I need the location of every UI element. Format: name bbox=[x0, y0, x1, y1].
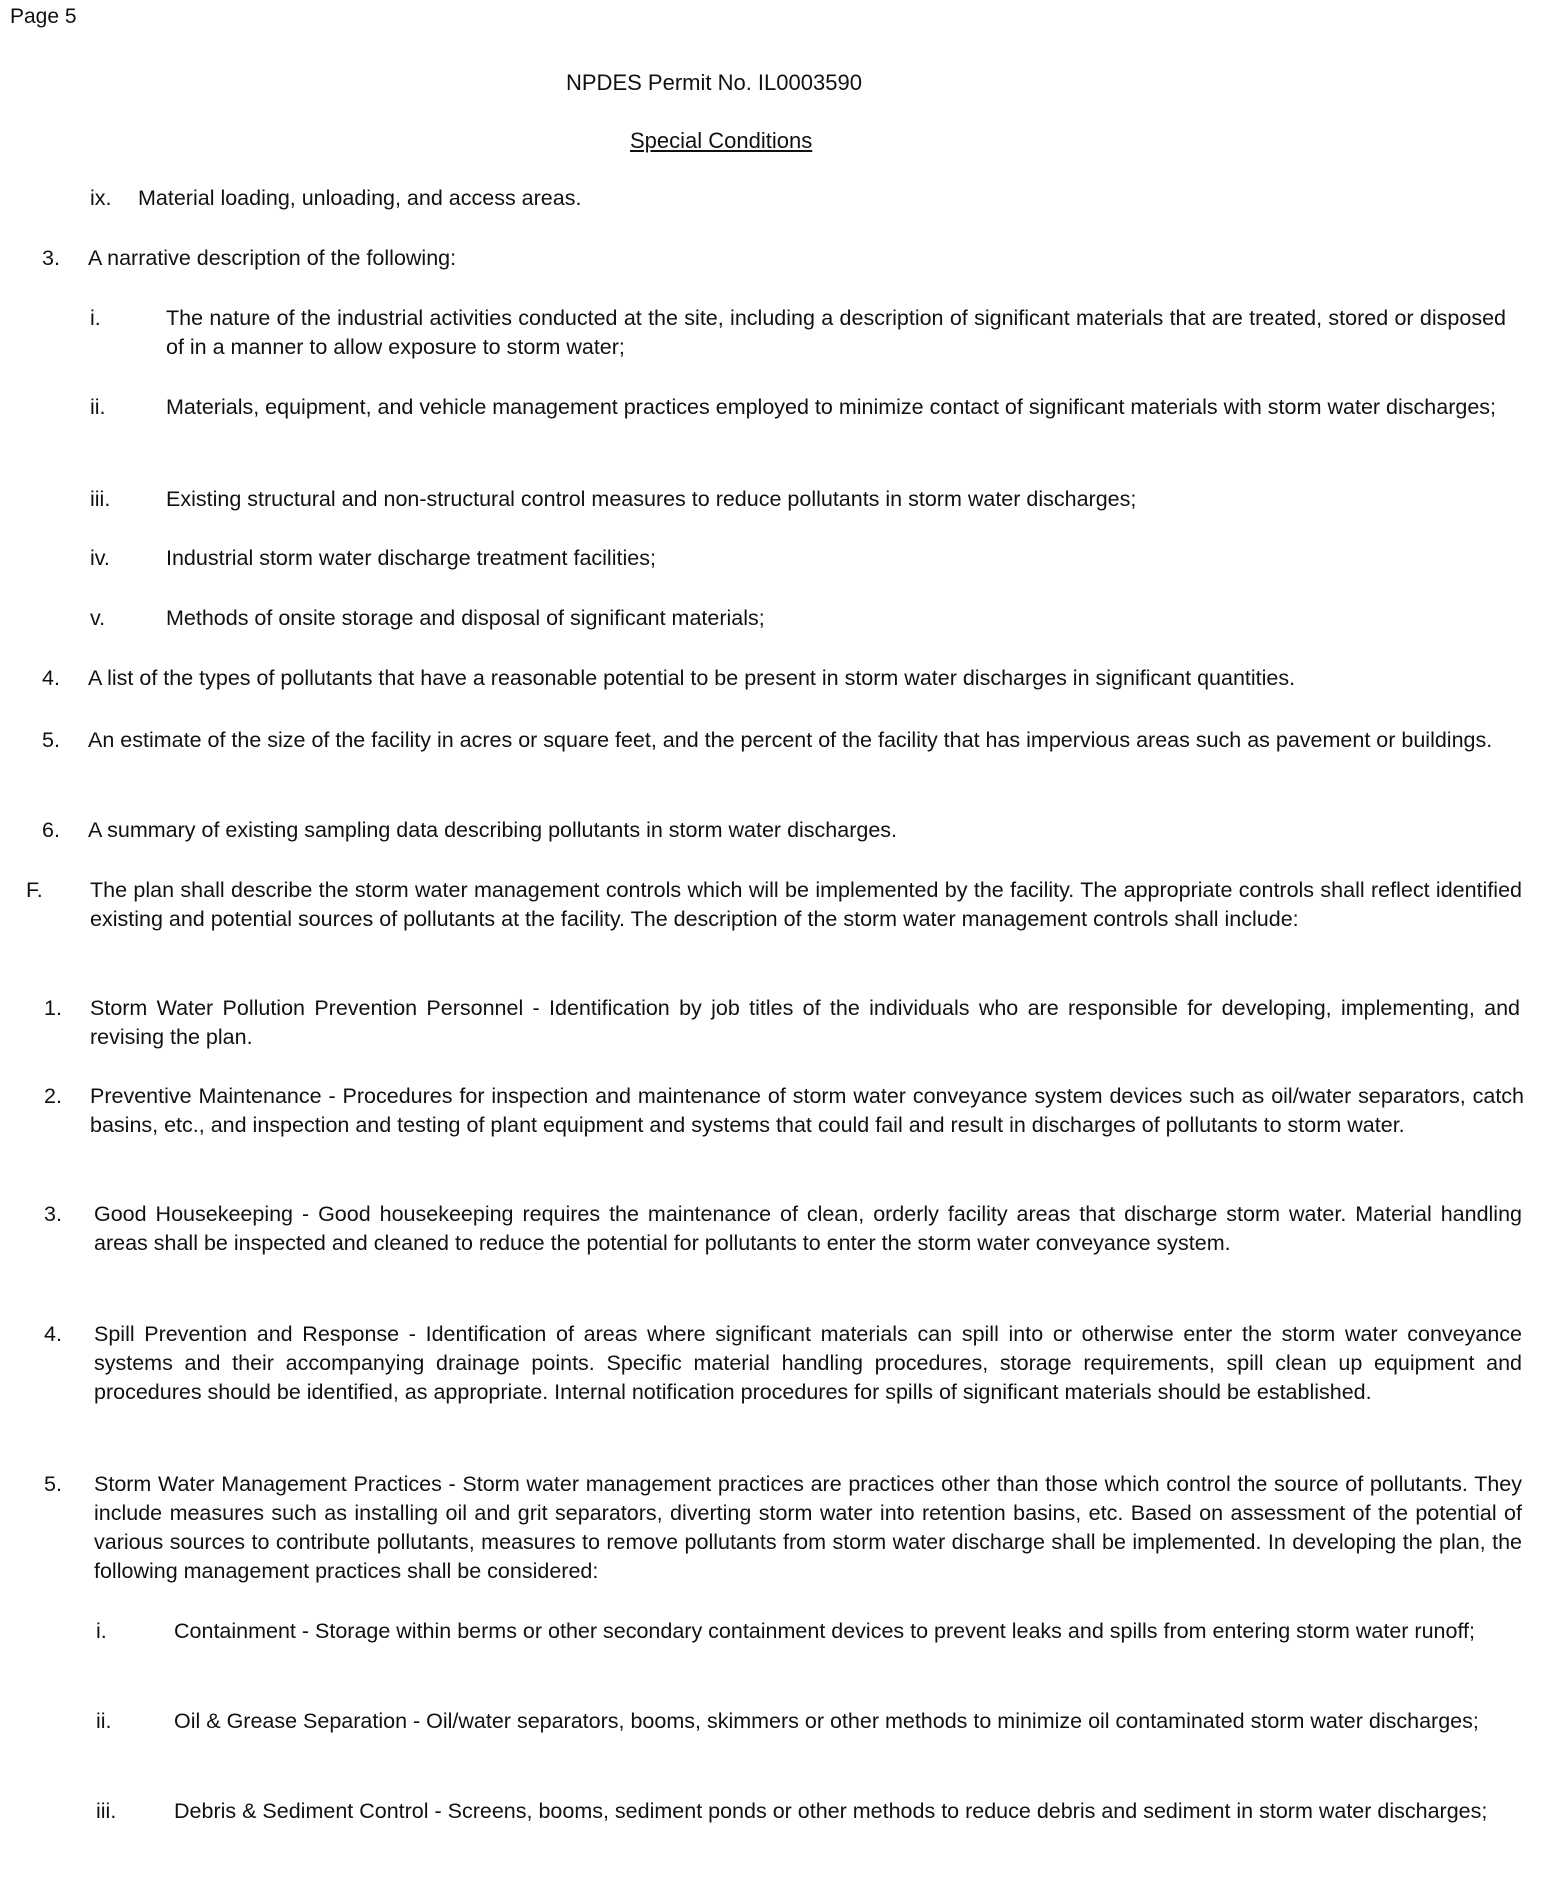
list-item bbox=[42, 816, 1530, 845]
list-item bbox=[44, 1200, 1522, 1258]
list-item bbox=[42, 244, 1530, 273]
list-item bbox=[42, 726, 1520, 755]
item-text: Materials, equipment, and vehicle management practices employed to minimize contact of significant materials with storm water discharges; bbox=[166, 395, 1497, 419]
page-number: Page 5 bbox=[10, 5, 77, 28]
item-label: 4. bbox=[42, 666, 60, 690]
item-text: A summary of existing sampling data describing pollutants in storm water discharges. bbox=[88, 818, 898, 842]
item-text: Preventive Maintenance - Procedures for inspection and maintenance of storm water conveyance system devices such as oil/water separators, catch basins, etc., and inspection and testing of plant equipment and systems that could fail and result in discharges of pollutants to storm water. bbox=[90, 1084, 1524, 1137]
list-item bbox=[96, 1797, 1522, 1826]
list-item bbox=[96, 1617, 1522, 1646]
section-title: Special Conditions bbox=[630, 128, 813, 153]
item-label: ix. bbox=[90, 186, 112, 210]
item-text: The plan shall describe the storm water management controls which will be implemented by the facility. The appropriate controls shall reflect identified existing and potential sources of pollutants at the facility. The description of the storm water management controls shall include: bbox=[90, 878, 1522, 931]
item-text: A list of the types of pollutants that have a reasonable potential to be present in storm water discharges in significant quantities. bbox=[88, 666, 1296, 690]
item-text: Methods of onsite storage and disposal of significant materials; bbox=[166, 606, 765, 630]
item-text: Spill Prevention and Response - Identification of areas where significant materials can spill into or otherwise enter the storm water conveyance systems and their accompanying drainage points. Specific material handling procedures, storage requirements, spill clean up equipment and procedures should be identified, as appropriate. Internal notification procedures for spills of significant materials should be established. bbox=[94, 1322, 1522, 1404]
item-label: ii. bbox=[90, 395, 106, 419]
item-label: 6. bbox=[42, 818, 60, 842]
permit-number: NPDES Permit No. IL0003590 bbox=[566, 70, 862, 95]
item-label: 5. bbox=[42, 728, 60, 752]
item-text: Existing structural and non-structural control measures to reduce pollutants in storm water discharges; bbox=[166, 487, 1137, 511]
list-item bbox=[44, 1082, 1524, 1140]
item-label: ii. bbox=[96, 1709, 112, 1733]
list-item bbox=[90, 184, 1530, 213]
item-text: A narrative description of the following: bbox=[88, 246, 457, 270]
item-text: The nature of the industrial activities conducted at the site, including a description of significant materials that are treated, stored or disposed of in a manner to allow exposure to storm water; bbox=[166, 306, 1506, 359]
item-text: Containment - Storage within berms or other secondary containment devices to prevent leaks and spills from entering storm water runoff; bbox=[174, 1619, 1475, 1643]
item-label: 4. bbox=[44, 1322, 62, 1346]
item-label: F. bbox=[26, 878, 43, 902]
item-text: Storm Water Pollution Prevention Personnel - Identification by job titles of the individuals who are responsible for developing, implementing, and revising the plan. bbox=[90, 996, 1520, 1049]
item-label: 5. bbox=[44, 1472, 62, 1496]
item-label: i. bbox=[96, 1619, 107, 1643]
item-text: Material loading, unloading, and access areas. bbox=[138, 186, 582, 210]
list-item bbox=[90, 485, 1530, 514]
item-text: Debris & Sediment Control - Screens, booms, sediment ponds or other methods to reduce debris and sediment in storm water discharges; bbox=[174, 1799, 1488, 1823]
item-label: 3. bbox=[42, 246, 60, 270]
list-item bbox=[42, 664, 1532, 693]
list-item bbox=[44, 1470, 1522, 1586]
list-item bbox=[90, 604, 1530, 633]
list-item bbox=[90, 393, 1516, 422]
item-text: Storm Water Management Practices - Storm water management practices are practices other than those which control the source of pollutants. They include measures such as installing oil and grit separators, diverting storm water into retention basins, etc. Based on assessment of the potential of various sources to contribute pollutants, measures to remove pollutants from storm water discharge shall be implemented. In developing the plan, the following management practices shall be considered: bbox=[94, 1472, 1522, 1583]
item-text: Oil & Grease Separation - Oil/water separators, booms, skimmers or other methods to minimize oil contaminated storm water discharges; bbox=[174, 1709, 1479, 1733]
item-label: iii. bbox=[96, 1799, 117, 1823]
item-text: Good Housekeeping - Good housekeeping requires the maintenance of clean, orderly facility areas that discharge storm water. Material handling areas shall be inspected and cleaned to reduce the potential for pollutants to enter the storm water conveyance system. bbox=[94, 1202, 1522, 1255]
list-item bbox=[44, 994, 1520, 1052]
item-text: An estimate of the size of the facility in acres or square feet, and the percent of the facility that has impervious areas such as pavement or buildings. bbox=[88, 728, 1493, 752]
item-text: Industrial storm water discharge treatment facilities; bbox=[166, 546, 656, 570]
section-item bbox=[26, 876, 1522, 934]
item-label: 2. bbox=[44, 1084, 62, 1108]
item-label: iii. bbox=[90, 487, 111, 511]
item-label: iv. bbox=[90, 546, 110, 570]
item-label: v. bbox=[90, 606, 106, 630]
list-item bbox=[90, 304, 1506, 362]
list-item bbox=[96, 1707, 1522, 1736]
item-label: 3. bbox=[44, 1202, 62, 1226]
item-label: i. bbox=[90, 306, 101, 330]
list-item bbox=[90, 544, 1530, 573]
list-item bbox=[44, 1320, 1522, 1407]
item-label: 1. bbox=[44, 996, 62, 1020]
